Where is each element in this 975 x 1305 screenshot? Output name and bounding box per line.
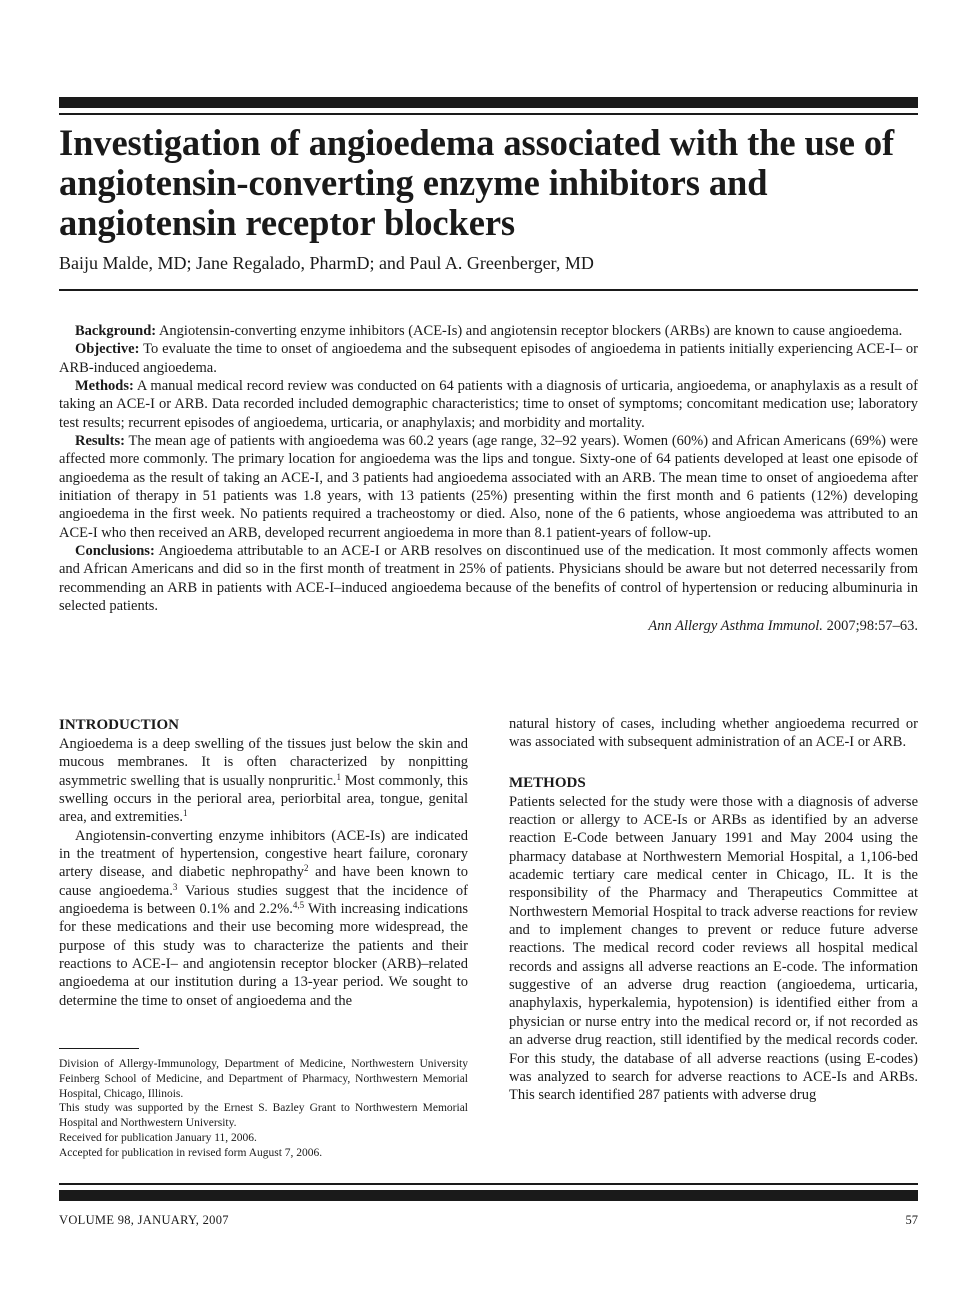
background-text: Angiotensin-converting enzyme inhibitors (ACE-Is) and angiotensin receptor blockers (ARBs) are known to cause angioedema.: [158, 323, 903, 339]
header-rule-thick: [59, 97, 918, 108]
objective-text: To evaluate the time to onset of angioedema and the subsequent episodes of angioedema in patients initially experiencing ACE-I– or ARB-induced angioedema.: [59, 341, 918, 376]
ref-superscript: 4,5: [292, 900, 305, 911]
intro-continued: natural history of cases, including whether angioedema recurred or was associated with subsequent administration of an ACE-I or ARB.: [509, 716, 918, 751]
intro-paragraph-1: [59, 735, 468, 827]
footer-volume: VOLUME 98, JANUARY, 2007: [59, 1213, 229, 1227]
footnote-received: Received for publication January 11, 2006.: [59, 1131, 257, 1144]
conclusions-label: Conclusions:: [75, 543, 155, 560]
results-label: Results:: [75, 433, 125, 450]
article-title: Investigation of angioedema associated with the use of angiotensin-converting enzyme inhibitors and angiotensin receptor blockers: [59, 122, 895, 243]
citation-details: 2007;98:57–63.: [826, 617, 918, 634]
intro-p2-text-c: Various studies suggest that the incidence of angioedema is between 0.1% and 2.2%.: [59, 882, 468, 918]
abstract-objective: [59, 340, 918, 377]
intro-p1-text-b: Most commonly, this swelling occurs in the perioral area, periorbital area, tongue, genital area, and extremities.: [59, 772, 468, 826]
abstract-results: [59, 432, 918, 542]
results-text: The mean age of patients with angioedema was 60.2 years (age range, 32–92 years). Women (60%) and African Americans (69%) were affected more commonly. The primary location for angioedema was the lips and tongue. Sixty-one of 64 patients developed at least one episode of angioedema as the result of taking an ACE-I, and 3 patients had angioedema associated with an ARB. The mean time to onset of angioedema after initiation of therapy in 51 patients was 1.8 years, with 13 patients (25%) presenting within the first month and 6 patients (12%) developing angioedema in the first week. No patients required a tracheostomy or died. Also, none of the 6 patients, whose angioedema was attributed to an ACE-I who then received an ARB, developed recurrent angioedema in more than 8.1 patient-years of follow-up.: [59, 433, 918, 541]
ref-superscript: 3: [172, 881, 178, 892]
article-authors: Baiju Malde, MD; Jane Regalado, PharmD; and Paul A. Greenberger, MD: [59, 253, 594, 273]
authors-rule: [59, 289, 918, 291]
ref-superscript: 1: [183, 808, 188, 819]
footer-rule-thin: [59, 1183, 918, 1185]
footnote-support: This study was supported by the Ernest S. Bazley Grant to Northwestern Memorial Hospital and Northwestern University.: [59, 1102, 468, 1130]
ref-superscript: 1: [336, 771, 341, 782]
methods-label: Methods:: [75, 378, 134, 395]
header-rule-thin: [59, 113, 918, 115]
citation-journal: Ann Allergy Asthma Immunol.: [648, 617, 823, 634]
objective-label: Objective:: [75, 341, 140, 358]
intro-paragraph-2: [59, 827, 468, 1010]
intro-p1-text: Angioedema is a deep swelling of the tissues just below the skin and mucous membranes. It is often characterized by nonpitting asymmetric swelling that is usually nonpruritic.: [59, 736, 468, 789]
background-label: Background:: [75, 323, 157, 339]
abstract-methods: [59, 377, 918, 432]
abstract-conclusions: [59, 542, 918, 615]
abstract: [59, 322, 918, 635]
intro-p2-text-a: Angiotensin-converting enzyme inhibitors (ACE-Is) are indicated in the treatment of hypertension, congestive heart failure, coronary artery disease, and diabetic nephropathy: [59, 827, 468, 881]
right-column: [509, 715, 918, 1105]
footnote-affiliation: Division of Allergy-Immunology, Department of Medicine, Northwestern University Feinberg School of Medicine, and Department of Pharmacy, Northwestern Memorial Hospital, Chicago, Illinois.: [59, 1058, 468, 1100]
methods-heading: METHODS: [509, 774, 586, 791]
citation: [59, 617, 918, 635]
footnote-rule: [59, 1048, 139, 1049]
ref-superscript: 2: [304, 863, 309, 874]
methods-text: A manual medical record review was conducted on 64 patients with a diagnosis of urticaria, angioedema, or anaphylaxis as a result of taking an ACE-I or ARB. Data recorded included demographic characteristics; time to onset of symptoms; concomitant medication use; laboratory test results; recurrent episodes of angioedema, urticaria, or anaphylaxis; and morbidity and mortality.: [59, 378, 918, 431]
footer-rule-thick: [59, 1190, 918, 1201]
intro-p2-text-b: and have been known to cause angioedema.: [59, 864, 468, 899]
abstract-background: [59, 322, 918, 340]
footnote-accepted: Accepted for publication in revised form August 7, 2006.: [59, 1146, 323, 1159]
left-column: [59, 715, 468, 1010]
introduction-heading: INTRODUCTION: [59, 717, 180, 733]
footnotes: [59, 1057, 468, 1161]
methods-paragraph-1: Patients selected for the study were those with a diagnosis of adverse reaction or allergy to ACE-Is or ARBs as identified by an adverse reaction E-Code between January 1991 and May 2004 using the pharmacy database at Northwestern Memorial Hospital, a 1,106-bed academic tertiary care medical center in Chicago, IL. It is the responsibility of the Pharmacy and Therapeutics Committee at Northwestern Memorial Hospital to track adverse reactions for review and to implement changes to prevent or reduce future adverse reactions. The medical record coder reviews all hospital medical records and assigns all adverse reactions an E-code. The information suggestive of an adverse drug reaction (angioedema, urticaria, anaphylaxis, hyperkalemia, hypotension) is identified either from a physician or nurse entry into the medical record or, if not recorded as an adverse drug reaction, still identified by the medical records coder. For this study, the database of all adverse reactions (using E-codes) was analyzed to search for adverse reactions to ACE-Is and ARBs. This search identified 287 patients with adverse drug: [509, 793, 918, 1104]
conclusions-text: Angioedema attributable to an ACE-I or ARB resolves on discontinued use of the medication. It most commonly affects women and African Americans and did so in the first month of treatment in 25% of patients. Physicians should be aware but not deterred necessarily from recommending an ARB in patients with ACE-I–induced angioedema because of the benefits of control of hypertension or reducing albuminuria in selected patients.: [59, 543, 919, 615]
intro-p2-text-d: With increasing indications for these medications and their use becoming more widespread, the purpose of this study was to characterize the patients and their reactions to ACE-I– and angiotensin receptor blocker (ARB)–related angioedema at our institution during a 13-year period. We sought to determine the time to onset of angioedema and the: [59, 901, 468, 1009]
page-number: 57: [905, 1213, 918, 1227]
